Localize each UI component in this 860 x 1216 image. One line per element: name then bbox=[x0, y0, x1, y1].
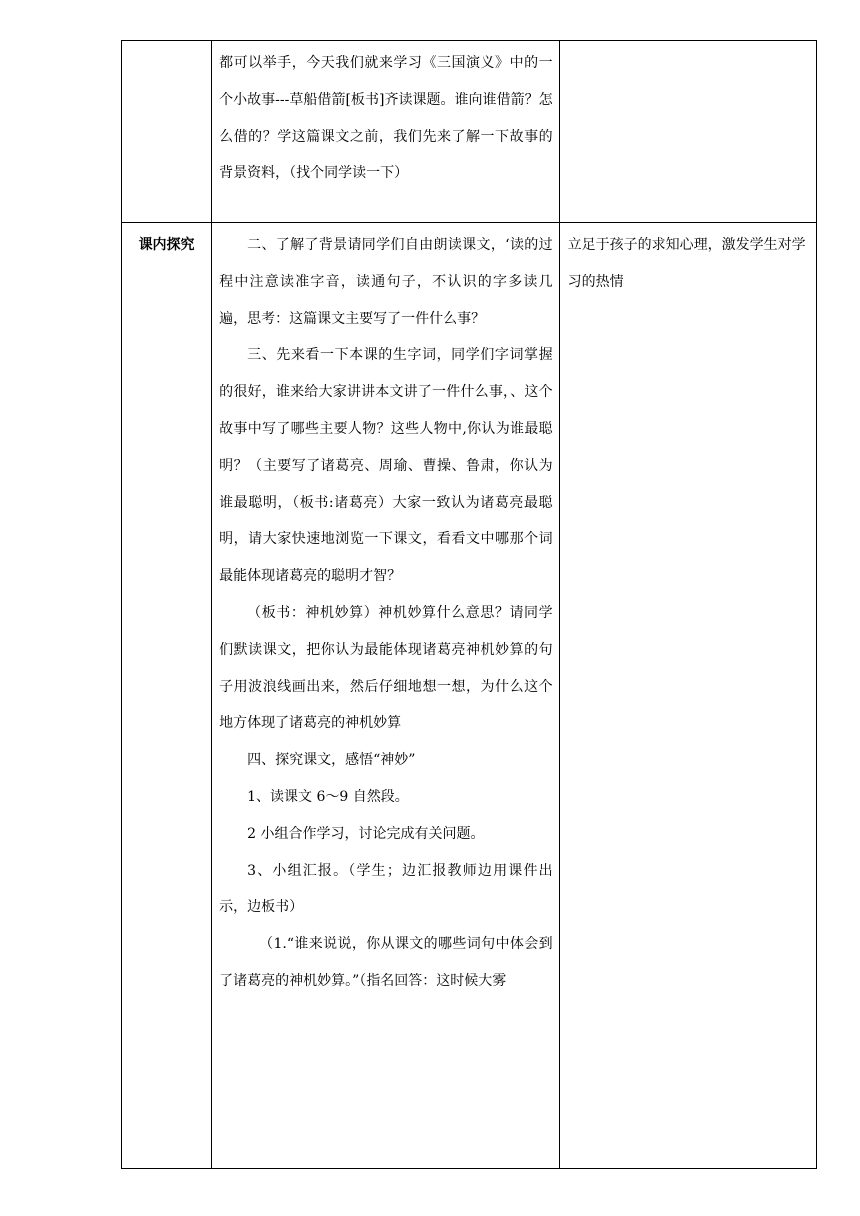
stage-label bbox=[122, 41, 211, 45]
stage-label: 课内探究 bbox=[138, 237, 195, 253]
design-intent-cell bbox=[559, 223, 816, 1169]
table-row-inquiry bbox=[122, 223, 817, 1169]
stage-label-cell bbox=[122, 223, 212, 1169]
content-paragraph: 3、小组汇报。（学生；边汇报教师边用课件出示，边板书） bbox=[219, 862, 553, 916]
content-paragraph: 二、了解了背景请同学们自由朗读课文，‘读的过程中注意读准字音，读通句子，不认识的字多读几遍，思考：这篇课文主要写了一件什么事？ bbox=[219, 237, 553, 327]
content-paragraph: 2 小组合作学习，讨论完成有关问题。 bbox=[247, 825, 485, 842]
content-paragraph: 三、先来看一下本课的生字词，同学们字词掌握的很好，谁来给大家讲讲本文讲了一件什么事，、这个故事中写了哪些主要人物？这些人物中,你认为谁最聪明？（主要写了诸葛亮、周瑜、曹操、鲁肃，你认为谁最聪明，（板书:诸葛亮）大家一致认为诸葛亮最聪明，请大家快速地浏览一下课文，看看文中哪那个词最能体现诸葛亮的聪明才智？ bbox=[219, 347, 553, 585]
content-paragraph: 1、读课文 6～9 自然段。 bbox=[247, 788, 409, 805]
content-paragraph: 都可以举手，今天我们就来学习《三国演义》中的一个小故事---草船借箭[板书]齐读课题。谁向谁借箭？怎么借的？学这篇课文之前，我们先来了解一下故事的背景资料，（找个同学读一下） bbox=[219, 55, 553, 182]
design-intent-text bbox=[560, 41, 816, 45]
stage-label-cell bbox=[122, 41, 212, 223]
design-intent-text: 立足于孩子的求知心理，激发学生对学习的热情 bbox=[567, 237, 806, 290]
table-row-intro bbox=[122, 41, 817, 223]
design-intent-cell bbox=[559, 41, 816, 223]
content-paragraph: 四、探究课文，感悟“神妙” bbox=[247, 752, 416, 769]
teaching-content-cell bbox=[212, 223, 560, 1169]
content-paragraph: （1.“谁来说说，你从课文的哪些词句中体会到了诸葛亮的神机妙算。”（指名回答：这时候大雾 bbox=[219, 936, 553, 989]
teaching-content-cell bbox=[212, 41, 560, 223]
content-paragraph: （板书：神机妙算）神机妙算什么意思？请同学们默读课文，把你认为最能体现诸葛亮神机妙算的句子用波浪线画出来，然后仔细地想一想，为什么这个地方体现了诸葛亮的神机妙算 bbox=[219, 604, 553, 732]
lesson-plan-table bbox=[121, 40, 817, 1169]
